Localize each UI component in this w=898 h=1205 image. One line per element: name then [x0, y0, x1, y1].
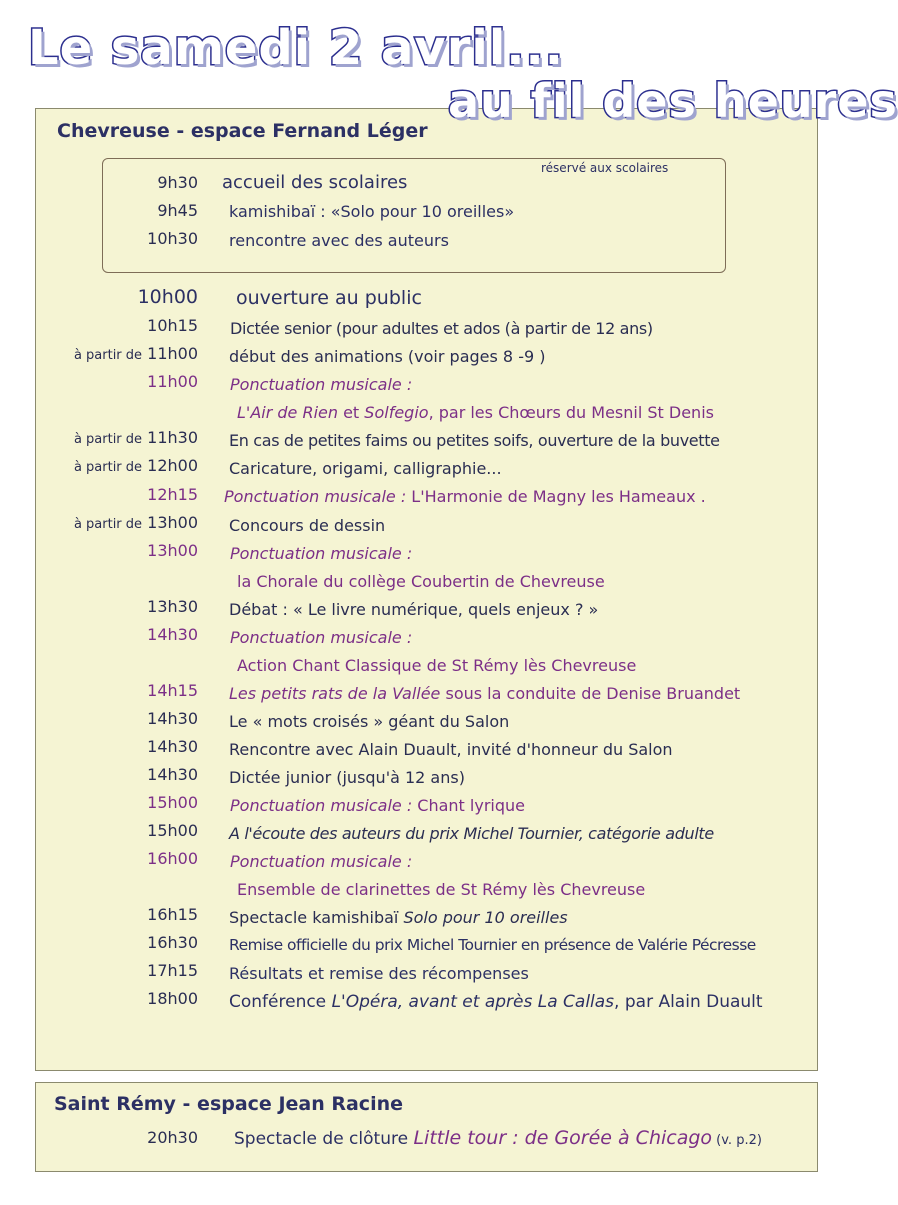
title-line-2: au fil des heures: [448, 74, 898, 128]
event-dessin: Concours de dessin: [229, 516, 386, 535]
event-musical-14h30: Ponctuation musicale :: [230, 628, 413, 647]
time-14h30-musical: 14h30: [147, 625, 198, 644]
event-closing-show: [234, 1127, 762, 1149]
page-ref: (v. p.2): [712, 1133, 762, 1148]
time-13h00-dessin: [74, 513, 198, 532]
time-11h30: [74, 428, 198, 447]
school-event-3: rencontre avec des auteurs: [229, 231, 449, 250]
event-choirs-mesnil: [237, 403, 714, 422]
event-ecoute-auteurs: A l'écoute des auteurs du prix Michel Tournier, catégorie adulte: [229, 824, 714, 843]
time-11h00-animations: [74, 344, 198, 363]
event-opening: ouverture au public: [236, 287, 422, 309]
school-time-3: 10h30: [147, 229, 198, 248]
time-10h00: 10h00: [137, 286, 198, 308]
event-petits-rats: [229, 684, 740, 703]
time-20h30: 20h30: [147, 1128, 198, 1147]
school-time-2: 9h45: [157, 201, 198, 220]
work-solfegio: Solfegio: [364, 403, 429, 422]
time-16h15: 16h15: [147, 905, 198, 924]
school-time-1: 9h30: [157, 173, 198, 192]
time-value: 11h30: [147, 428, 198, 447]
conj: et: [338, 403, 365, 422]
event-conference: [229, 992, 763, 1012]
event-resultats: Résultats et remise des récompenses: [229, 964, 529, 983]
conductor: sous la conduite de Denise Bruandet: [440, 684, 741, 703]
event-mots-croises: Le « mots croisés » géant du Salon: [229, 712, 510, 731]
time-value: 13h00: [147, 513, 198, 532]
time-15h00-ecoute: 15h00: [147, 821, 198, 840]
school-event-1: accueil des scolaires: [222, 172, 408, 193]
event-chant-classique: Action Chant Classique de St Rémy lès Chevreuse: [237, 656, 637, 675]
label: Conférence: [229, 992, 332, 1012]
time-prefix: à partir de: [73, 432, 143, 447]
work-title: Solo pour 10 oreilles: [403, 908, 568, 927]
time-prefix: à partir de: [73, 517, 143, 532]
time-10h15: 10h15: [147, 316, 198, 335]
time-12h15: 12h15: [147, 485, 198, 504]
time-12h00: [74, 456, 198, 475]
ensemble-name: Chant lyrique: [412, 796, 525, 815]
event-debat: Débat : « Le livre numérique, quels enjeux ? »: [229, 600, 599, 619]
show-title: Little tour : de Gorée à Chicago: [413, 1127, 713, 1149]
event-spectacle-kamishibai: [229, 908, 568, 927]
school-note: réservé aux scolaires: [541, 161, 669, 175]
time-16h00: 16h00: [147, 849, 198, 868]
event-dictee-senior: Dictée senior (pour adultes et ados (à partir de 12 ans): [230, 319, 653, 338]
ensemble-name: L'Harmonie de Magny les Hameaux .: [406, 487, 706, 506]
event-harmonie-magny: [224, 487, 706, 506]
school-event-2: kamishibaï : «Solo pour 10 oreilles»: [229, 202, 515, 221]
time-value: 12h00: [147, 456, 198, 475]
talk-title: L'Opéra, avant et après La Callas: [331, 992, 615, 1012]
event-chant-lyrique: [230, 796, 525, 815]
time-value: 11h00: [147, 344, 198, 363]
event-chorale-coubertin: la Chorale du collège Coubertin de Chevreuse: [237, 572, 605, 591]
event-clarinettes: Ensemble de clarinettes de St Rémy lès Chevreuse: [237, 880, 646, 899]
event-musical-11h00: Ponctuation musicale :: [230, 375, 413, 394]
musical-label: Ponctuation musicale :: [230, 796, 413, 815]
time-prefix: à partir de: [73, 348, 143, 363]
section-title-chevreuse: Chevreuse - espace Fernand Léger: [57, 120, 428, 142]
event-dictee-junior: Dictée junior (jusqu'à 12 ans): [229, 768, 465, 787]
time-18h00: 18h00: [147, 989, 198, 1008]
time-13h30: 13h30: [147, 597, 198, 616]
section-title-saint-remy: Saint Rémy - espace Jean Racine: [54, 1093, 403, 1115]
event-remise-prix: Remise officielle du prix Michel Tournier en présence de Valérie Pécresse: [229, 936, 756, 954]
choir-name: , par les Chœurs du Mesnil St Denis: [428, 403, 714, 422]
time-14h30-rencontre: 14h30: [147, 737, 198, 756]
event-rencontre-duault: Rencontre avec Alain Duault, invité d'honneur du Salon: [229, 740, 673, 759]
event-animations: début des animations (voir pages 8 -9 ): [229, 347, 546, 366]
time-14h15: 14h15: [147, 681, 198, 700]
event-musical-16h00: Ponctuation musicale :: [230, 852, 413, 871]
time-prefix: à partir de: [73, 460, 143, 475]
time-14h30-mots: 14h30: [147, 709, 198, 728]
label: Spectacle kamishibaï: [229, 908, 404, 927]
time-13h00-musical: 13h00: [147, 541, 198, 560]
event-caricature: Caricature, origami, calligraphie...: [229, 459, 502, 478]
musical-label: Ponctuation musicale :: [224, 487, 407, 506]
work-air-de-rien: L'Air de Rien: [237, 403, 338, 422]
time-17h15: 17h15: [147, 961, 198, 980]
title-line-1: Le samedi 2 avril...: [28, 20, 564, 76]
group-name: Les petits rats de la Vallée: [229, 684, 441, 703]
event-buvette: En cas de petites faims ou petites soifs, ouverture de la buvette: [229, 431, 720, 450]
time-11h00-musical: 11h00: [147, 372, 198, 391]
speaker: , par Alain Duault: [614, 992, 763, 1012]
event-musical-13h00: Ponctuation musicale :: [230, 544, 413, 563]
time-16h30: 16h30: [147, 933, 198, 952]
time-14h30-dictee: 14h30: [147, 765, 198, 784]
label: Spectacle de clôture: [234, 1129, 414, 1149]
time-15h00-musical: 15h00: [147, 793, 198, 812]
